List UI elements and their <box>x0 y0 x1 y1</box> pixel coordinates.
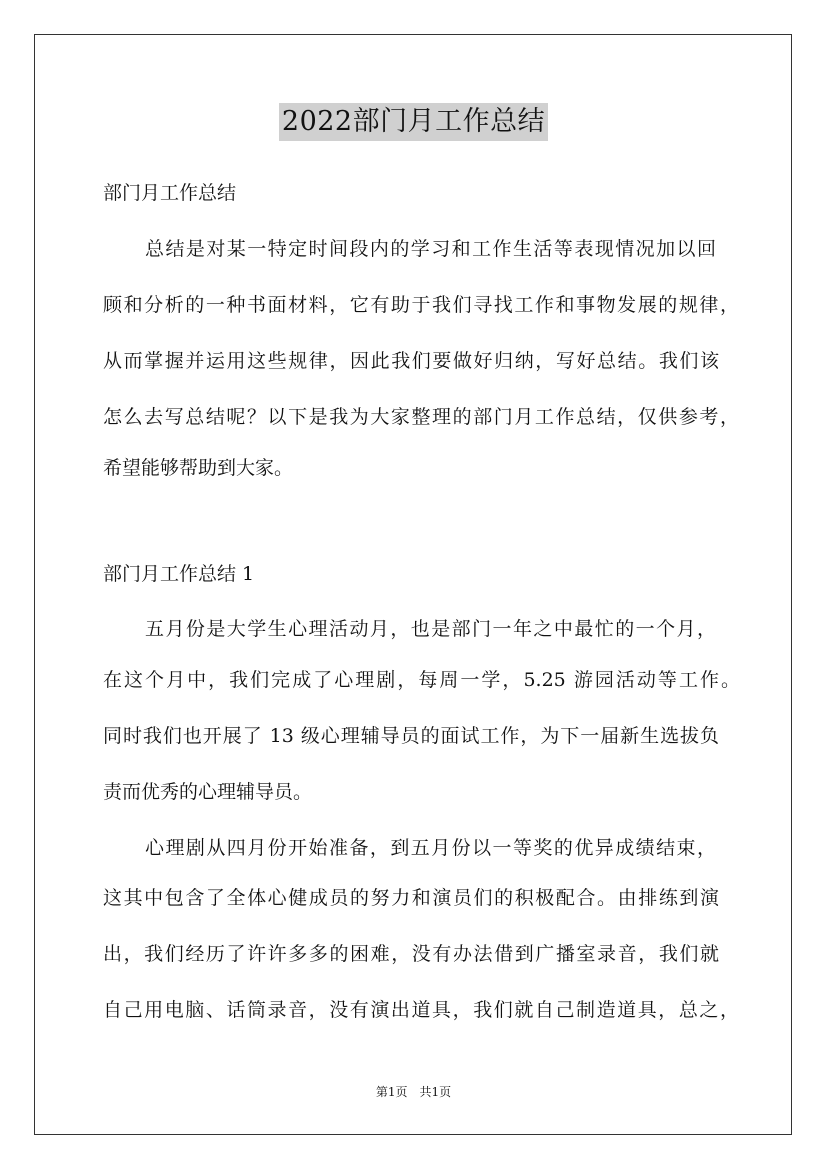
paragraph-line: 同时我们也开展了 13 级心理辅导员的面试工作，为下一届新生选拔负 <box>103 725 719 747</box>
paragraph-line: 出，我们经历了许许多多的困难，没有办法借到广播室录音，我们就 <box>103 943 719 965</box>
page-footer: 第1页 共1页 <box>375 1085 452 1099</box>
document-title: 2022部门月工作总结 <box>279 103 548 141</box>
paragraph-line: 在这个月中，我们完成了心理剧，每周一学，5.25 游园活动等工作。 <box>103 669 740 691</box>
section-heading: 部门月工作总结 1 <box>103 563 255 585</box>
section-heading: 部门月工作总结 <box>103 182 237 204</box>
paragraph-line: 自己用电脑、话筒录音，没有演出道具，我们就自己制造道具，总之， <box>103 999 739 1021</box>
paragraph-line: 五月份是大学生心理活动月，也是部门一年之中最忙的一个月， <box>145 618 716 640</box>
paragraph-line: 心理剧从四月份开始准备，到五月份以一等奖的优异成绩结束， <box>145 837 716 859</box>
intro-line: 总结是对某一特定时间段内的学习和工作生活等表现情况加以回 <box>145 238 716 260</box>
paragraph-line: 这其中包含了全体心健成员的努力和演员们的积极配合。由排练到演 <box>103 887 719 909</box>
title-container <box>0 103 827 141</box>
intro-line: 从而掌握并运用这些规律，因此我们要做好归纳，写好总结。我们该 <box>103 350 719 372</box>
intro-line: 怎么去写总结呢？以下是我为大家整理的部门月工作总结，仅供参考， <box>103 406 739 428</box>
intro-line: 希望能够帮助到大家。 <box>103 457 294 479</box>
paragraph-line: 责而优秀的心理辅导员。 <box>103 781 313 803</box>
intro-line: 顾和分析的一种书面材料，它有助于我们寻找工作和事物发展的规律， <box>103 294 739 316</box>
